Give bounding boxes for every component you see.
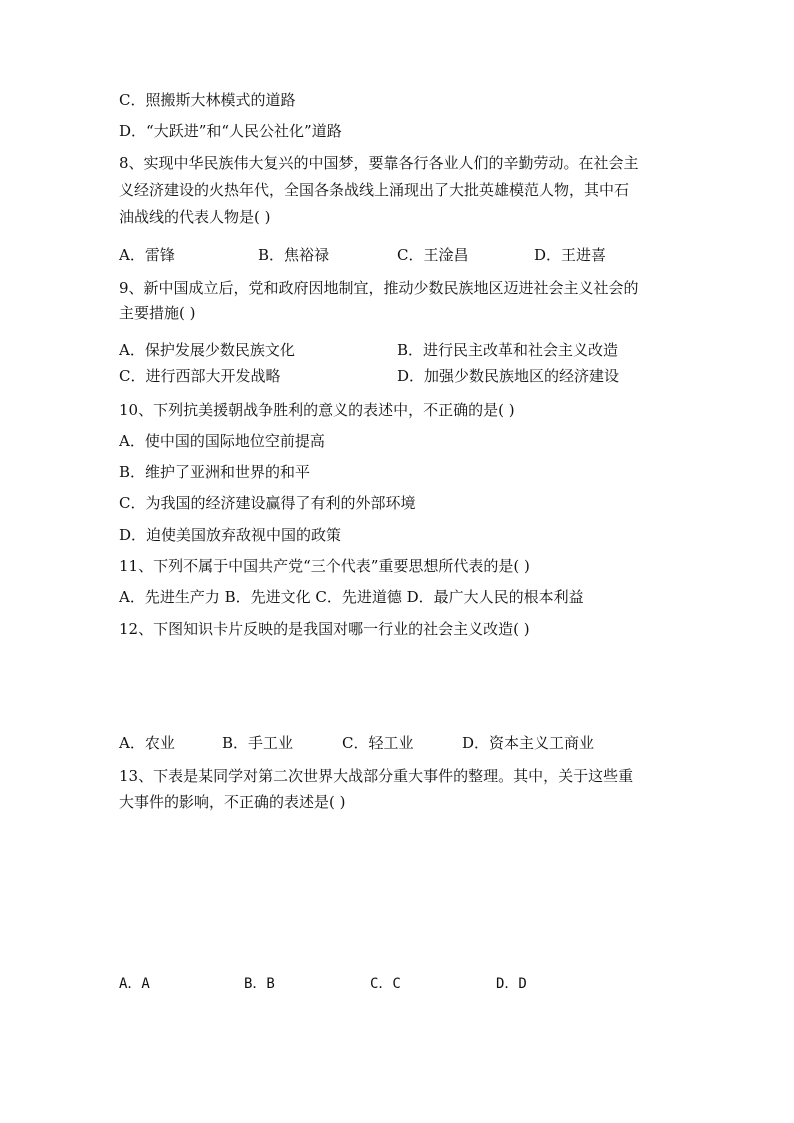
q8-stem-line2: 义经济建设的火热年代，全国各条战线上涌现出了大批英雄模范人物，其中石 (119, 181, 630, 199)
q10-option-c: C．为我国的经济建设赢得了有利的外部环境 (119, 494, 416, 512)
prev-option-d: D．“大跃进”和“人民公社化”道路 (119, 122, 342, 140)
q8-option-a: A．雷锋 (119, 246, 175, 264)
q12-option-b: B．手工业 (222, 734, 294, 752)
q9-option-b: B．进行民主改革和社会主义改造 (397, 341, 619, 359)
q13-stem-line2: 大事件的影响，不正确的表述是( ) (119, 793, 346, 811)
q13-stem-line1: 13、下表是某同学对第二次世界大战部分重大事件的整理。其中，关于这些重 (119, 767, 634, 785)
q8-stem-line3: 油战线的代表人物是( ) (119, 208, 271, 226)
q8-stem-line1: 8、实现中华民族伟大复兴的中国梦，要靠各行各业人们的辛勤劳动。在社会主 (119, 154, 639, 172)
q13-table-placeholder (119, 820, 679, 970)
q9-option-a: A．保护发展少数民族文化 (119, 341, 295, 359)
q12-option-a: A．农业 (119, 734, 175, 752)
q11-options: A．先进生产力 B．先进文化 C．先进道德 D．最广大人民的根本利益 (119, 588, 584, 606)
q9-option-d: D．加强少数民族地区的经济建设 (397, 367, 620, 385)
q13-option-c: C．C (370, 976, 401, 992)
q12-figure-placeholder (119, 650, 679, 730)
q9-stem-line1: 9、新中国成立后，党和政府因地制宜，推动少数民族地区迈进社会主义社会的 (119, 279, 639, 297)
q10-option-b: B．维护了亚洲和世界的和平 (119, 463, 311, 481)
q13-option-b: B．B (244, 976, 275, 992)
q13-option-a: A．A (119, 976, 150, 992)
q11-stem: 11、下列不属于中国共产党“三个代表”重要思想所代表的是( ) (119, 557, 530, 575)
q12-stem: 12、下图知识卡片反映的是我国对哪一行业的社会主义改造( ) (119, 620, 530, 638)
q8-option-c: C．王淦昌 (397, 246, 469, 264)
prev-option-c: C．照搬斯大林模式的道路 (119, 91, 296, 109)
q12-option-d: D．资本主义工商业 (462, 734, 595, 752)
q10-stem: 10、下列抗美援朝战争胜利的意义的表述中，不正确的是( ) (119, 401, 515, 419)
q8-option-b: B．焦裕禄 (258, 246, 330, 264)
q9-stem-line2: 主要措施( ) (119, 304, 196, 322)
q10-option-a: A．使中国的国际地位空前提高 (119, 432, 325, 450)
q12-option-c: C．轻工业 (342, 734, 414, 752)
q10-option-d: D．迫使美国放弃敌视中国的政策 (119, 526, 342, 544)
q9-option-c: C．进行西部大开发战略 (119, 367, 281, 385)
q13-option-d: D．D (496, 976, 527, 992)
q8-option-d: D．王进喜 (534, 246, 607, 264)
